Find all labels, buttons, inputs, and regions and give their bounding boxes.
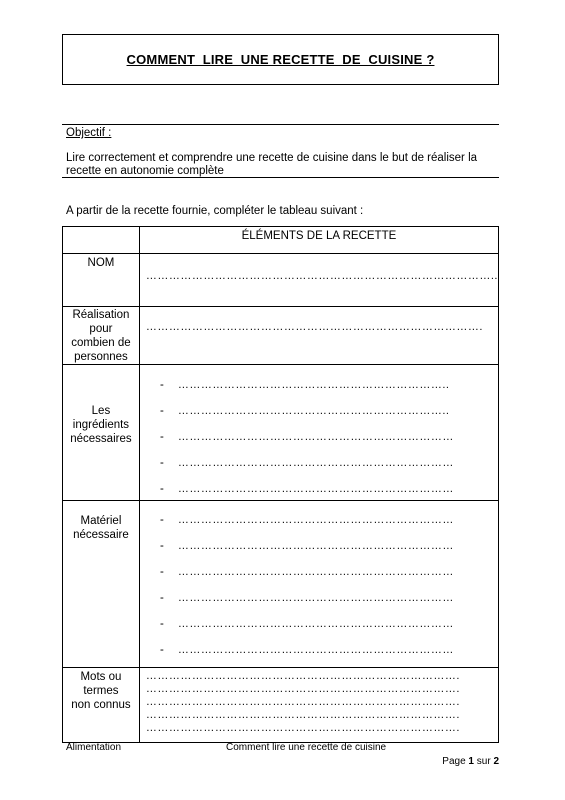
materiel-label [63,501,140,668]
materiel-line-3: ……………………………………………………………… [177,566,454,578]
materiel-line-2: ……………………………………………………………… [177,540,454,552]
nom-label [63,254,140,307]
dash: - [160,540,164,552]
dash: - [160,431,164,443]
realisation-label-1: Réalisation pour [72,309,130,335]
list-item [140,405,498,431]
mots-field[interactable] [139,668,498,743]
ingredient-line-2: …………………………………………………………….. [177,405,450,417]
page-sep: sur [473,756,494,767]
realisation-label-3: personnes [74,351,128,363]
mots-line-5: ………………………………………………………………………. [145,722,460,734]
list-item [140,566,498,592]
list-item [140,540,498,566]
footer-center: Comment lire une recette de cuisine [226,742,387,753]
realisation-label [63,307,140,365]
objective-bottom-rule [62,177,499,178]
dash: - [160,566,164,578]
nom-label-text: NOM [87,257,115,269]
table-row-nom [63,254,499,307]
ingredients-label-2: nécessaires [70,433,132,445]
table-header-row [63,227,499,254]
page-title: COMMENT LIRE UNE RECETTE DE CUISINE ? [126,52,435,67]
materiel-line-6: ……………………………………………………………… [177,644,454,656]
materiel-field[interactable] [139,501,498,668]
mots-line-4: ………………………………………………………………………. [145,709,460,721]
objective-line-1: Lire correctement et comprendre une recette de cuisine dans le but de réaliser la [66,152,478,164]
realisation-field[interactable] [139,307,498,365]
page-number: 1 [468,756,474,767]
materiel-line-1: ……………………………………………………………… [177,514,454,526]
dash: - [160,457,164,469]
page-prefix: Page [442,756,469,767]
footer-page [442,756,499,767]
dash: - [160,379,164,391]
objective-label: Objectif : [66,127,112,139]
mots-line-1: ………………………………………………………………………. [145,670,460,682]
list-item [140,592,498,618]
list-item [140,431,498,457]
table-row-ingredients [63,365,499,501]
table-header [139,227,498,254]
materiel-line-4: ……………………………………………………………… [177,592,454,604]
objective-top-rule [62,124,499,125]
ingredients-label-1: Les ingrédients [72,405,130,431]
title-box [62,34,499,85]
ingredients-label [63,365,140,501]
dash: - [160,592,164,604]
footer-left: Alimentation [66,742,122,753]
realisation-dots: ……………………………………………………………………………. [145,321,483,333]
table-row-materiel [63,501,499,668]
recipe-table [62,226,499,743]
list-item [140,483,498,500]
page-total: 2 [493,756,499,767]
mots-label [63,668,140,743]
ingredient-line-5: ……………………………………………………………… [177,483,454,495]
dash: - [160,405,164,417]
mots-label-1: Mots ou termes [80,671,122,697]
instruction-text: A partir de la recette fournie, compléter le tableau suivant : [66,205,364,217]
list-item [140,618,498,644]
list-item [140,379,498,405]
objective-line-2: recette en autonomie complète [66,165,224,177]
mots-label-2: non connus [71,699,131,711]
dash: - [160,514,164,526]
ingredients-field[interactable] [139,365,498,501]
materiel-label-2: nécessaire [73,529,129,541]
list-item [140,457,498,483]
realisation-label-2: combien de [71,337,131,349]
mots-line-3: ………………………………………………………………………. [145,696,460,708]
ingredient-line-3: ……………………………………………………………… [177,431,454,443]
dash: - [160,483,164,495]
ingredient-line-1: …………………………………………………………….. [177,379,450,391]
dash: - [160,618,164,630]
mots-line-2: ………………………………………………………………………. [145,683,460,695]
nom-dots: ……………………………………………………………………………….. [145,270,498,282]
table-row-realisation [63,307,499,365]
list-item [140,644,498,662]
dash: - [160,644,164,656]
header-empty-cell [63,227,140,254]
materiel-label-1: Matériel [80,515,122,527]
table-header-text: ÉLÉMENTS DE LA RECETTE [241,230,397,242]
ingredient-line-4: ……………………………………………………………… [177,457,454,469]
list-item [140,514,498,540]
table-row-mots [63,668,499,743]
materiel-line-5: ……………………………………………………………… [177,618,454,630]
nom-field[interactable] [139,254,498,307]
